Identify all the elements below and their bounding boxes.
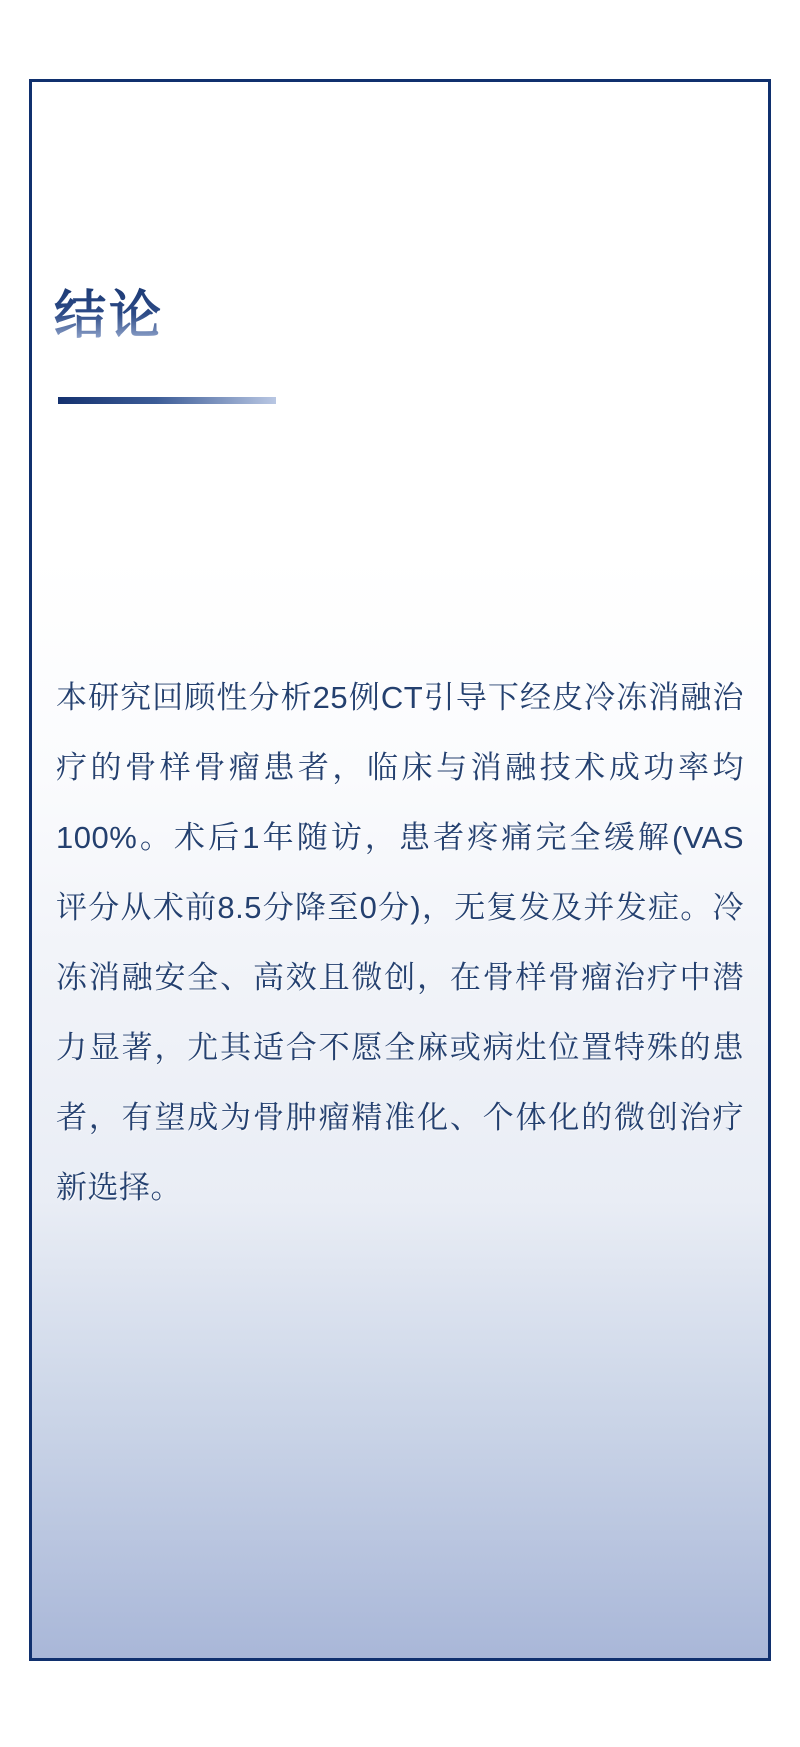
body-text-line: 者，有望成为骨肿瘤精准化、个体化的微创治疗 [56, 1100, 744, 1135]
body-text-line: 本研究回顾性分析25例CT引导下经皮冷冻消融治 [56, 680, 744, 715]
body-text-line: 疗的骨样骨瘤患者，临床与消融技术成功率均 [56, 750, 744, 785]
body-text-line: 冻消融安全、高效且微创，在骨样骨瘤治疗中潜 [56, 960, 744, 995]
conclusion-card [29, 79, 771, 1661]
body-text-line: 力显著，尤其适合不愿全麻或病灶位置特殊的患 [56, 1030, 744, 1065]
page-title: 结论 [54, 286, 165, 345]
body-text-line: 评分从术前8.5分降至0分)，无复发及并发症。冷 [56, 890, 744, 925]
body-text-line: 100%。术后1年随访，患者疼痛完全缓解(VAS [56, 820, 744, 855]
body-text-line: 新选择。 [56, 1170, 182, 1205]
conclusion-paragraph [56, 663, 744, 1223]
title-divider-bar [58, 397, 276, 404]
